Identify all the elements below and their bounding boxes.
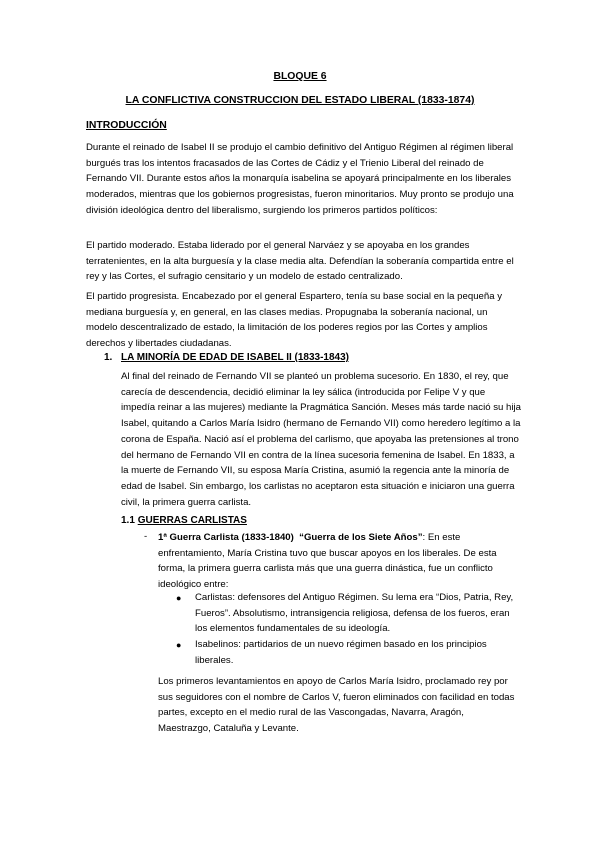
intro-paragraph-progresista: El partido progresista. Encabezado por el general Espartero, tenía su base social en la pequeña y mediana burguesía y, en general, en las clases medias. Propugnaba la soberanía nacional, un modelo descentralizado de estado, la limitación de los poderes regios por las Cortes y amplios derechos y libertades ciudadanas.: [86, 291, 502, 350]
bullet-icon: ●: [176, 640, 182, 650]
guerra-1-closing-paragraph: Los primeros levantamientos en apoyo de Carlos María Isidro, proclamado rey por sus seguidores con el nombre de Carlos V, fueron eliminados con facilidad en todas partes, excepto en el medio rural de las Vascongadas, Navarra, Aragón, Maestrazgo, Cataluña y Levante.: [158, 676, 515, 735]
section-1-title: LA MINORÍA DE EDAD DE ISABEL II (1833-1843): [121, 352, 350, 363]
intro-paragraph-1: Durante el reinado de Isabel II se produjo el cambio definitivo del Antiguo Régimen al régimen liberal burgués tras los intentos fracasados de las Cortes de Cádiz y el Trienio Liberal del reinado de Fernando VII. Durante estos años la monarquía isabelina se apoyará principalmente en los liberales moderados, mientras que los gobiernos progresistas, fueron minoritarios. Muy pronto se produjo una división ideológica dentro del liberalismo, surgiendo los primeros partidos políticos:: [86, 142, 514, 216]
guerra-1-nickname: “Guerra de los Siete Años”: [299, 532, 423, 543]
intro-paragraph-moderado: El partido moderado. Estaba liderado por el general Narváez y se apoyaba en los grandes terratenientes, en la alta burguesía y la clase media alta. Defendían la soberanía compartida entre el rey y las Cortes, el sufragio censitario y un modelo de estado centralizado.: [86, 240, 514, 283]
intro-heading: INTRODUCCIÓN: [86, 120, 167, 131]
guerra-1-paragraph: [158, 530, 518, 593]
guerra-1-body: : En este enfrentamiento, María Cristina tuvo que buscar apoyos en los liberales. De esta forma, la primera guerra carlista más que una guerra dinástica, fue un conflicto ideológico entre:: [158, 532, 497, 591]
document-title: LA CONFLICTIVA CONSTRUCCION DEL ESTADO LIBERAL (1833-1874): [125, 95, 475, 106]
section-1-number: 1.: [104, 352, 113, 363]
bloque-heading: BLOQUE 6: [273, 71, 327, 82]
section-1-body: Al final del reinado de Fernando VII se planteó un problema sucesorio. En 1830, el rey, que carecía de descendencia, decidió eliminar la ley sálica (introducida por Felipe V y que impedía reinar a las mujeres) mediante la Pragmática Sanción. Meses más tarde nació su hija Isabel, quitando a Carlos María Isidro (hermano de Fernando VII) como heredero legítimo a la corona de España. Nació así el problema del carlismo, que apoyaba las pretensiones al trono del hermano de Fernando VII en contra de la línea sucesoria femenina de Isabel. En 1833, a la muerte de Fernando VII, su esposa María Cristina, asumió la regencia ante la minoría de edad de Isabel. Sin embargo, los carlistas no aceptaron esta situación e iniciaron una guerra civil, la primera guerra carlista.: [121, 371, 521, 508]
bullet-icon: ●: [176, 593, 182, 603]
list-dash: -: [144, 531, 148, 542]
subsection-1-1-title: GUERRAS CARLISTAS: [137, 515, 247, 526]
subsection-1-1-number: 1.1: [121, 515, 135, 526]
bullet-isabelinos: Isabelinos: partidarios de un nuevo régimen basado en los principios liberales.: [195, 639, 487, 666]
bullet-carlistas: Carlistas: defensores del Antiguo Régimen. Su lema era “Dios, Patria, Rey, Fueros”. Absolutismo, intransigencia religiosa, defensa de los fueros, eran los elementos fundamentales de su ideología.: [195, 592, 514, 635]
subsection-1-1-heading: [121, 515, 247, 526]
section-1-heading: [104, 352, 349, 363]
guerra-1-heading: 1ª Guerra Carlista (1833-1840): [158, 532, 294, 543]
